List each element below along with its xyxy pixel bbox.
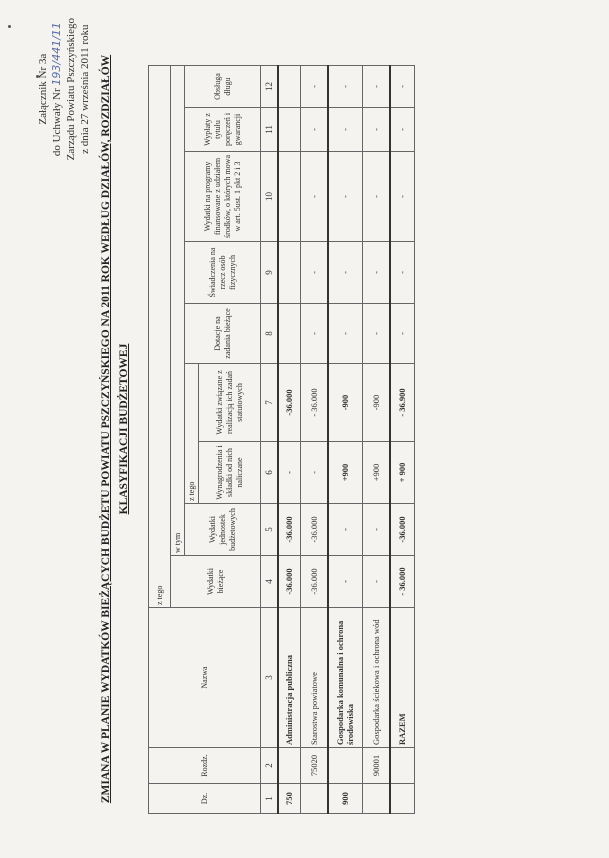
cell-nazwa: Gospodarka komunalna i ochrona środowiska [328, 608, 362, 748]
header-wydatki-biezace: Wydatki bieżące [171, 556, 261, 608]
header-w-tym: w tym [171, 66, 185, 556]
cell-nazwa: Gospodarka ściekowa i ochrona wód [362, 608, 390, 748]
cell-value: - 36.900 [390, 364, 414, 442]
annex-label: Załącznik Nr 3a [37, 53, 49, 125]
col-number: 2 [261, 748, 279, 784]
cell-value [278, 66, 300, 108]
cell-rozdz [390, 748, 414, 784]
col-number: 7 [261, 364, 279, 442]
cell-value: -36.000 [390, 504, 414, 556]
col-number: 3 [261, 608, 279, 748]
table-row [278, 66, 300, 814]
cell-value: -36.000 [300, 556, 328, 608]
annex-date: z dnia 27 września 2011 roku [79, 24, 91, 154]
cell-value: -36.000 [300, 504, 328, 556]
col-number: 4 [261, 556, 279, 608]
col-number: 1 [261, 784, 279, 814]
cell-value [278, 304, 300, 364]
cell-value: - [328, 304, 362, 364]
cell-rozdz: 90001 [362, 748, 390, 784]
cell-nazwa: Starostwa powiatowe [300, 608, 328, 748]
header-swiadczenia: Świadczenia na rzecz osób fizycznych [185, 242, 261, 304]
cell-value: - [300, 304, 328, 364]
table-row [300, 66, 328, 814]
cell-value: - [328, 108, 362, 152]
header-wydatki-jednostek: Wydatki jednostek budżetowych [185, 504, 261, 556]
cell-value: -900 [362, 364, 390, 442]
cell-value: - [300, 442, 328, 504]
header-wydatki-zwiazane: Wydatki związane z realizacją ich zadań statutowych [199, 364, 261, 442]
header-wynagrodzenia: Wynagrodzenia i składki od nich naliczane [199, 442, 261, 504]
cell-value: - [328, 66, 362, 108]
cell-value: - [300, 108, 328, 152]
header-wydatki-programy: Wydatki na programy finansowane z udziałem środków, o których mowa w art. 5ust. 1 pkt 2 i 3 [185, 152, 261, 242]
scan-speck [8, 25, 11, 28]
cell-value: - [362, 108, 390, 152]
col-number: 11 [261, 108, 279, 152]
title-line-2: KLASYFIKACJI BUDŻETOWEJ [118, 343, 130, 515]
cell-value: - [390, 152, 414, 242]
total-row [390, 66, 414, 814]
cell-value: - [390, 242, 414, 304]
cell-dz [300, 784, 328, 814]
cell-value: - [300, 66, 328, 108]
cell-value [278, 152, 300, 242]
header-dotacje: Dotacje na zadania bieżące [185, 304, 261, 364]
table-row [328, 66, 362, 814]
cell-value: - [300, 152, 328, 242]
resolution-line [50, 18, 64, 160]
cell-value: - [362, 556, 390, 608]
cell-value: - [390, 304, 414, 364]
cell-rozdz [278, 748, 300, 784]
header-z-tego: z tego [149, 66, 171, 608]
header-wyplaty: Wypłaty z tytułu poręczeń i gwarancji [185, 108, 261, 152]
cell-value: -900 [328, 364, 362, 442]
cell-dz: 750 [278, 784, 300, 814]
cell-value: - [362, 304, 390, 364]
cell-dz [390, 784, 414, 814]
cell-value: - [362, 152, 390, 242]
cell-value: -36.000 [278, 364, 300, 442]
header-z-tego-2: z tego [185, 364, 199, 504]
cell-value: - [362, 504, 390, 556]
cell-value: - [300, 242, 328, 304]
document-title [100, 0, 112, 858]
cell-rozdz [328, 748, 362, 784]
cell-value: - [328, 556, 362, 608]
cell-value [278, 108, 300, 152]
cell-value: - [328, 504, 362, 556]
title-line-1: ZMIANA W PLANIE WYDATKÓW BIEŻĄCYCH BUDŻETU POWIATU PSZCZYŃSKIEGO NA 2011 ROK WEDŁUG DZIAŁÓW, ROZDZIAŁÓW [100, 54, 112, 804]
cell-value: - [328, 152, 362, 242]
table-row [362, 66, 390, 814]
cell-value: +900 [362, 442, 390, 504]
cell-value: - [390, 108, 414, 152]
col-number: 9 [261, 242, 279, 304]
cell-value: - [362, 242, 390, 304]
cell-value: - [278, 442, 300, 504]
cell-rozdz: 75020 [300, 748, 328, 784]
col-number: 8 [261, 304, 279, 364]
cell-dz [362, 784, 390, 814]
header-nazwa: Nazwa [149, 608, 261, 748]
cell-value: +900 [328, 442, 362, 504]
document-subtitle [118, 0, 130, 858]
cell-nazwa: RAZEM [390, 608, 414, 748]
col-number: 12 [261, 66, 279, 108]
cell-value: - [362, 66, 390, 108]
resolution-prefix: do Uchwały Nr [51, 88, 63, 157]
cell-value: - [328, 242, 362, 304]
cell-value: + 900 [390, 442, 414, 504]
column-number-row [261, 66, 279, 814]
resolution-signature: 193/441/11 [50, 22, 63, 86]
col-number: 5 [261, 504, 279, 556]
cell-dz: 900 [328, 784, 362, 814]
cell-value: - 36.000 [300, 364, 328, 442]
header-dz: Dz. [149, 784, 261, 814]
cell-value: -36.000 [278, 504, 300, 556]
cell-nazwa: Administracja publiczna [278, 608, 300, 748]
col-number: 10 [261, 152, 279, 242]
cell-value [278, 242, 300, 304]
annex-header [36, 18, 92, 160]
budget-table [148, 65, 415, 814]
header-obsluga: Obsługa długu [185, 66, 261, 108]
col-number: 6 [261, 442, 279, 504]
cell-value: - [390, 66, 414, 108]
cell-value: -36.000 [278, 556, 300, 608]
cell-value: - 36.000 [390, 556, 414, 608]
board-name: Zarządu Powiatu Pszczyńskiego [65, 18, 77, 161]
header-rozdz: Rozdz. [149, 748, 261, 784]
